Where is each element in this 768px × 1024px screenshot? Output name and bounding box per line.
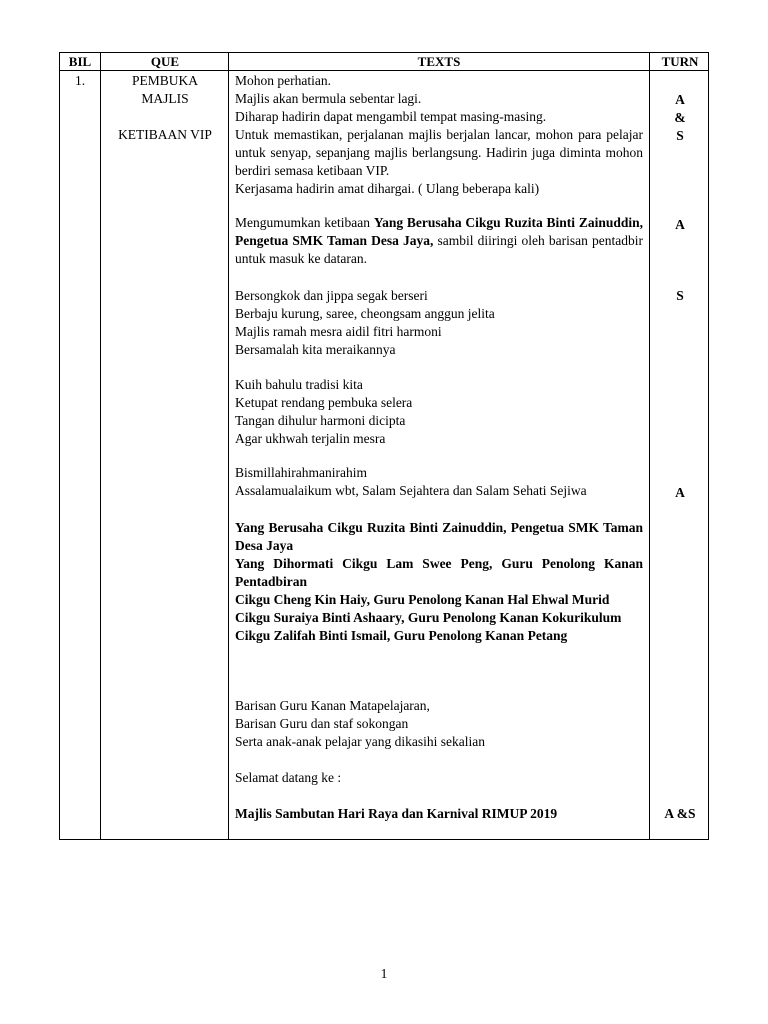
text-block-vip-list (235, 519, 643, 645)
text-line: Berbaju kurung, saree, cheongsam anggun jelita (235, 306, 495, 321)
text-block-greeting (235, 464, 643, 500)
text-block-pantun-1 (235, 287, 643, 359)
header-texts: TEXTS (417, 54, 461, 69)
header-turn: TURN (661, 54, 699, 69)
vip-entry: Yang Dihormati Cikgu Lam Swee Peng, Guru Penolong Kanan Pentadbiran (235, 556, 643, 589)
vip-entry: Cikgu Zalifah Binti Ismail, Guru Penolong Kanan Petang (235, 628, 568, 643)
text-line: Selamat datang ke : (235, 770, 342, 785)
text-line: Assalamualaikum wbt, Salam Sejahtera dan Salam Sehati Sejiwa (235, 483, 587, 498)
text-line: Tangan dihulur harmoni dicipta (235, 413, 406, 428)
event-title (235, 805, 643, 823)
text-block-pantun-2 (235, 376, 643, 448)
text-run: sambil diiringi oleh barisan pentadbir untuk masuk ke dataran. (235, 233, 643, 266)
text-block-welcome (235, 769, 643, 787)
text-run-bold: Yang Berusaha Cikgu Ruzita Binti Zainuddin, Pengetua SMK Taman Desa Jaya, (235, 215, 643, 248)
text-line: Agar ukhwah terjalin mesra (235, 431, 386, 446)
column-divider (228, 53, 229, 839)
text-line: Barisan Guru Kanan Matapelajaran, (235, 698, 430, 713)
row-number: 1. (74, 73, 86, 88)
turn-marker: A (675, 485, 685, 500)
text-line: Majlis ramah mesra aidil fitri harmoni (235, 324, 442, 339)
text-block-opening (235, 72, 643, 198)
script-table (59, 52, 709, 840)
text-line: Bersamalah kita meraikannya (235, 342, 396, 357)
text-line: Kuih bahulu tradisi kita (235, 377, 363, 392)
turn-marker (650, 91, 710, 145)
text-line: Ketupat rendang pembuka selera (235, 395, 413, 410)
text-line: Mohon perhatian. (235, 73, 331, 88)
turn-letter: A (675, 92, 685, 107)
vip-entry: Yang Berusaha Cikgu Ruzita Binti Zainuddin, Pengetua SMK Taman Desa Jaya (235, 520, 643, 553)
text-line: Barisan Guru dan staf sokongan (235, 716, 409, 731)
text-line: Majlis Sambutan Hari Raya dan Karnival RIMUP 2019 (235, 806, 558, 821)
text-line: Diharap hadirin dapat mengambil tempat masing-masing. (235, 109, 547, 124)
turn-marker: S (676, 288, 684, 303)
text-paragraph: Untuk memastikan, perjalanan majlis berjalan lancar, mohon para pelajar untuk senyap, sepanjang majlis berlangsung. Hadirin juga diminta mohon berdiri semasa ketibaan VIP. (235, 127, 643, 178)
turn-letter: S (676, 128, 684, 143)
column-divider (100, 53, 101, 839)
header-bil: BIL (68, 54, 92, 69)
turn-letter: & (674, 110, 686, 125)
text-block-audience (235, 697, 643, 751)
text-line: Kerjasama hadirin amat dihargai. ( Ulang beberapa kali) (235, 181, 540, 196)
text-line: Bersongkok dan jippa segak berseri (235, 288, 428, 303)
text-line: Majlis akan bermula sebentar lagi. (235, 91, 422, 106)
column-divider (649, 53, 650, 839)
header-que: QUE (150, 54, 180, 69)
vip-entry: Cikgu Suraiya Binti Ashaary, Guru Penolong Kanan Kokurikulum (235, 610, 622, 625)
text-line: Serta anak-anak pelajar yang dikasihi sekalian (235, 734, 486, 749)
que-line: PEMBUKA (131, 73, 198, 88)
que-line: KETIBAAN VIP (118, 127, 212, 142)
que-cell (101, 72, 229, 144)
vip-entry: Cikgu Cheng Kin Haiy, Guru Penolong Kanan Hal Ehwal Murid (235, 592, 610, 607)
turn-marker: A (675, 217, 685, 232)
text-line: Bismillahirahmanirahim (235, 465, 367, 480)
header-divider (60, 70, 708, 71)
text-run: Mengumumkan ketibaan (235, 215, 374, 230)
text-block-announcement (235, 214, 643, 268)
que-line: MAJLIS (141, 91, 189, 106)
page-number: 1 (380, 966, 388, 981)
turn-marker: A &S (664, 806, 696, 821)
